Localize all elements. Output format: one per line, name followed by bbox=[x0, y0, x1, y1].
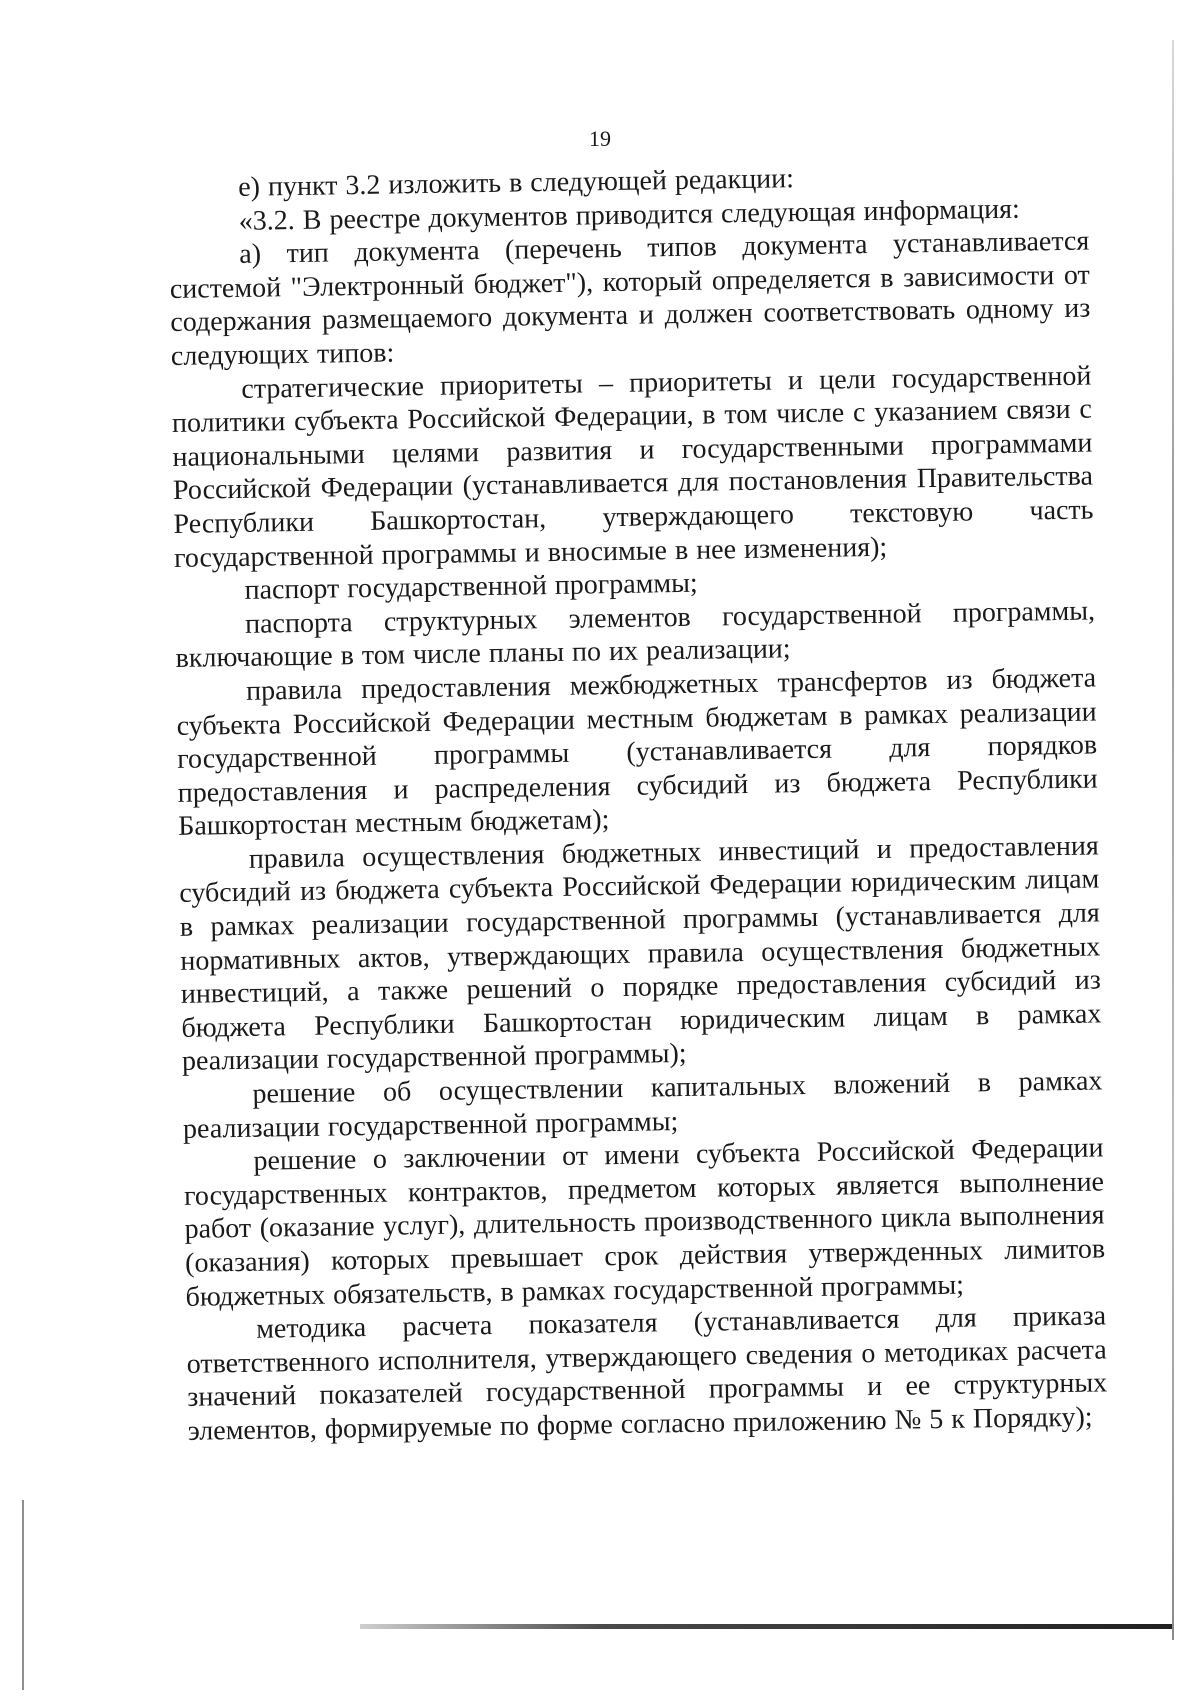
paragraph-budget-investments: правила осуществления бюджетных инвестиций и предоставления субсидий из бюджета субъекта Российской Федерации юридическим лицам в рамках реализации государственной программы (устанавливается для нормативных актов, утверждающих правила осуществления бюджетных инвестиций, а также решений о порядке предоставления субсидий из бюджета Республики Башкортостан юридическим лицам в рамках реализации государственной программы); bbox=[179, 830, 1102, 1078]
scan-edge-bottom bbox=[360, 1624, 1172, 1629]
paragraph-document-type: а) тип документа (перечень типов документа устанавливается системой "Электронный бюджет"), который определяется в зависимости от содержания размещаемого документа и должен соответствовать одному из следующих типов: bbox=[169, 225, 1091, 372]
paragraph-calculation-method: методика расчета показателя (устанавливается для приказа ответственного исполнителя, утверждающего сведения о методиках расчета значений показателей государственной программы и ее структурных элементов, формируемые по форме согласно приложению № 5 к Порядку); bbox=[186, 1300, 1108, 1447]
document-body bbox=[168, 158, 1108, 1449]
paragraph-registry-info: «3.2. В реестре документов приводится следующая информация: bbox=[238, 193, 1020, 237]
scan-edge-right bbox=[1172, 40, 1174, 1640]
paragraph-item-e: е) пункт 3.2 изложить в следующей редакции: bbox=[238, 163, 795, 203]
scan-edge-left bbox=[22, 1500, 24, 1690]
paragraph-program-passport: паспорт государственной программы; bbox=[244, 567, 698, 606]
paragraph-interbudget-transfers: правила предоставления межбюджетных трансфертов из бюджета субъекта Российской Федерации местным бюджетам в рамках реализации государственной программы (устанавливается для порядков предоставления и распределения субсидий из бюджета Республики Башкортостан местным бюджетам); bbox=[176, 662, 1098, 843]
paragraph-strategic-priorities: стратегические приоритеты – приоритеты и цели государственной политики субъекта Российской Федерации, в том числе с указанием связи с национальными целями развития и государственными программами Российской Федерации (устанавливается для постановления Правительства Республики Башкортостан, утверждающего текстовую часть государственной программы и вносимые в нее изменения); bbox=[171, 360, 1094, 574]
paragraph-state-contracts: решение о заключении от имени субъекта Российской Федерации государственных контрактов, предметом которых является выполнение работ (оказание услуг), длительность производственного цикла выполнения (оказания) которых превышает срок действия утвержденных лимитов бюджетных обязательств, в рамках государственной программы; bbox=[183, 1132, 1106, 1313]
page-number: 19 bbox=[589, 126, 611, 151]
paragraph-structural-elements: паспорта структурных элементов государственной программы, включающие в том числе планы по их реализации; bbox=[175, 595, 1096, 675]
paragraph-capital-investments: решение об осуществлении капитальных вложений в рамках реализации государственной программы; bbox=[182, 1065, 1103, 1145]
